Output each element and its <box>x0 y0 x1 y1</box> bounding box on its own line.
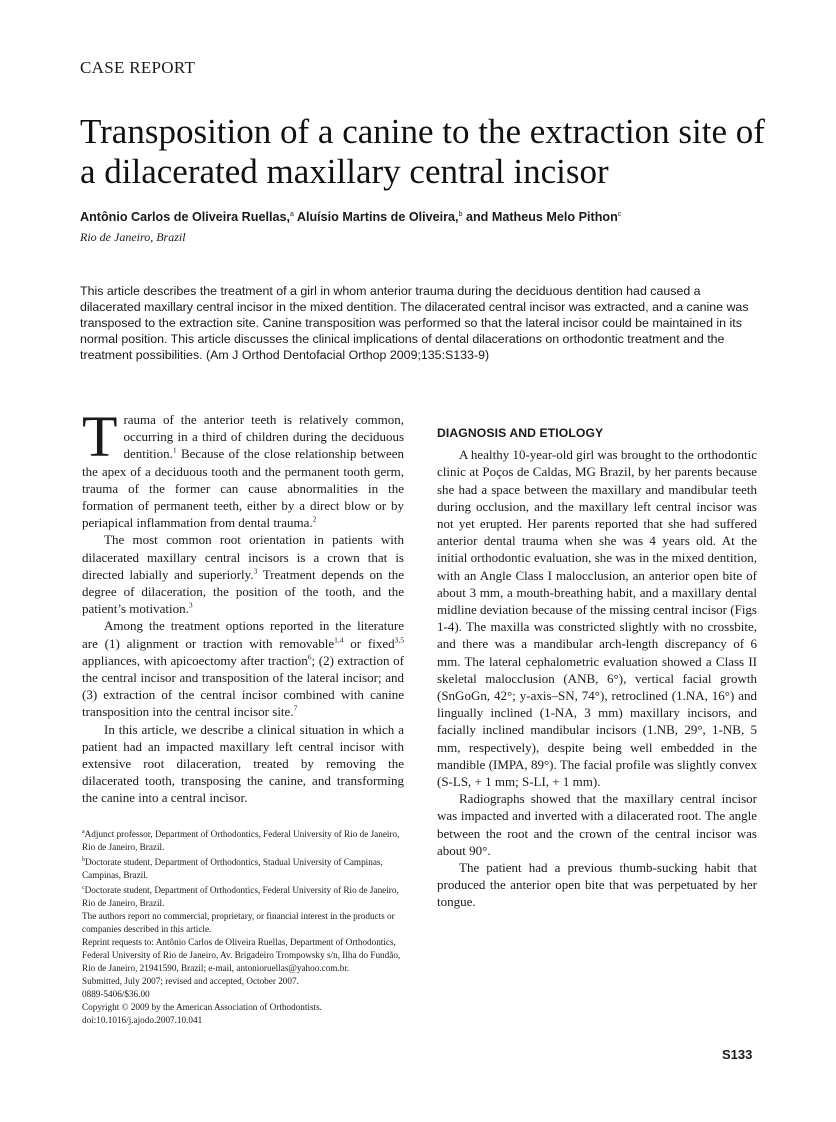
footnote-mark: b <box>82 857 85 864</box>
footnote-doi: doi:10.1016/j.ajodo.2007.10.041 <box>82 1015 203 1026</box>
author-list <box>80 210 621 224</box>
citation: 3 <box>188 600 193 610</box>
body-paragraph <box>82 531 404 617</box>
text-run: The most common root orientation in patients with dilacerated maxillary central incisors is a crown that is directed labially and superiorly. <box>82 532 404 582</box>
footnote-disclosure: The authors report no commercial, proprietary, or financial interest in the products or companies described in this article. <box>82 911 395 935</box>
footnote-text: Doctorate student, Department of Orthodontics, Stadual University of Campinas, Campinas, Brazil. <box>82 857 383 881</box>
citation: 3 <box>253 566 258 576</box>
text-run: appliances, with apicoectomy after traction <box>82 652 308 668</box>
text-run: rauma of the anterior teeth is relatively common, occurring in a third of children during the deciduous dentition. <box>123 412 404 462</box>
footnote-affiliation <box>82 854 404 882</box>
author-name: Antônio Carlos de Oliveira Ruellas, <box>80 210 290 224</box>
citation: 1 <box>172 446 177 456</box>
citation: 6 <box>307 652 312 662</box>
abstract: This article describes the treatment of a girl in whom anterior trauma during the deciduous dentition had caused a dilacerated maxillary central incisor in the mixed dentition. The dilacerated central incisor was extracted, and a canine was transposed to the extraction site. Canine transposition was performed so that the lateral incisor could be maintained in its normal position. This article discusses the clinical implications of dental dilacerations on orthodontic treatment and the treatment possibilities. (Am J Orthod Dentofacial Orthop 2009;135:S133-9) <box>80 284 749 362</box>
footnote-affiliation <box>82 826 404 854</box>
section-heading: DIAGNOSIS AND ETIOLOGY <box>437 426 604 440</box>
citation: 1,4 <box>334 635 344 645</box>
footnote-reprint: Reprint requests to: Antônio Carlos de Oliveira Ruellas, Department of Orthodontics, Federal University of Rio de Janeiro, Av. Brigadeiro Trompowsky s/n, Ilha do Fundão, Rio de Janeiro, 21941590, Brazil; e-mail, antonioruellas@yahoo.com.br. <box>82 937 401 974</box>
author-mark: c <box>617 210 622 218</box>
text-run: Treatment depends on the degree of dilaceration, the position of the tooth, and the patient’s motivation. <box>82 566 404 617</box>
body-paragraph: Radiographs showed that the maxillary central incisor was impacted and inverted with a dilacerated root. The angle between the root and the crown of the central incisor was about 90°. <box>437 791 757 858</box>
body-paragraph <box>82 617 404 720</box>
footnote-affiliation <box>82 882 404 910</box>
page-number: S133 <box>722 1047 753 1062</box>
footnote-mark: a <box>82 829 85 835</box>
body-paragraph: The patient had a previous thumb-sucking habit that produced the anterior open bite that was perpetuated by her tongue. <box>437 860 757 910</box>
article-title: Transposition of a canine to the extraction site of a dilacerated maxillary central incisor <box>80 112 765 191</box>
citation: 7 <box>293 704 298 714</box>
author-name: Aluísio Martins de Oliveira, <box>293 210 459 224</box>
body-paragraph <box>82 404 404 531</box>
author-name: and Matheus Melo Pithon <box>462 210 618 224</box>
footnote-copyright: Copyright © 2009 by the American Association of Orthodontists. <box>82 1002 322 1013</box>
footnote-text: Doctorate student, Department of Orthodontics, Federal University of Rio de Janeiro, Rio de Janeiro, Brazil. <box>82 885 399 909</box>
author-affiliation: Rio de Janeiro, Brazil <box>80 230 186 244</box>
footnote-price: 0889-5406/$36.00 <box>82 989 150 1000</box>
body-column-left <box>82 404 405 807</box>
footnote-text: Adjunct professor, Department of Orthodontics, Federal University of Rio de Janeiro, Rio de Janeiro, Brazil. <box>82 829 400 853</box>
body-column-right <box>437 411 757 911</box>
body-paragraph: In this article, we describe a clinical situation in which a patient had an impacted maxillary left central incisor with extensive root dilaceration, treated by removing the dilacerated tooth, transposing the canine, and transforming the canine into a central incisor. <box>82 721 404 806</box>
section-label: CASE REPORT <box>80 58 196 77</box>
citation: 2 <box>312 514 317 524</box>
text-run: ; (2) extraction of the central incisor and transposition of the lateral incisor; and (3) extraction of the central incisor combined with canine transposition into the central incisor site. <box>82 652 405 720</box>
footnotes <box>82 826 404 1027</box>
text-run: Among the treatment options reported in the literature are (1) alignment or traction with removable <box>82 618 404 651</box>
footnote-submitted: Submitted, July 2007; revised and accepted, October 2007. <box>82 976 299 987</box>
text-run: Because of the close relationship between the apex of a deciduous tooth and the permanent tooth germ, trauma of the former can cause abnormalities in the formation of permanent teeth, either by a direct blow or by periapical inflammation from dental trauma. <box>82 446 404 531</box>
body-paragraph: A healthy 10-year-old girl was brought to the orthodontic clinic at Poços de Caldas, MG Brazil, by her parents because she had a space between the maxillary and mandibular teeth during occlusion, and the maxillary left central incisor was not yet erupted. Her parents reported that she had suffered anterior dental trauma when she was 4 years old. At the initial orthodontic evaluation, she was in the mixed dentition, with an Angle Class I malocclusion, an anterior open bite of about 3 mm, a mouth-breathing habit, and a maxillary dental midline deviation because of the missing central incisor (Figs 1-4). The maxilla was constricted slightly with no crossbite, and there was a mandibular arch-length discrepancy of 6 mm. The lateral cephalometric evaluation showed a Class II skeletal malocclusion (ANB, 6°), vertical facial growth (SnGoGn, 42°; y-axis–SN, 74°), retroclined (1.NA, 16°) and lingually inclined (1-NA, 3 mm) maxillary incisors, and facially inclined mandibular incisors (1.NB, 29°, 1-NB, 5 mm, respectively), despite being well embedded in the mandible (IMPA, 89°). The facial profile was slightly convex (S-LS, + 1 mm; S-LI, + 1 mm). <box>437 447 757 790</box>
author-mark: b <box>458 210 463 218</box>
citation: 3,5 <box>394 635 404 645</box>
author-mark: a <box>289 210 294 218</box>
drop-cap: T <box>82 404 118 469</box>
footnote-mark: c <box>82 885 85 892</box>
text-run: or fixed <box>343 635 395 651</box>
